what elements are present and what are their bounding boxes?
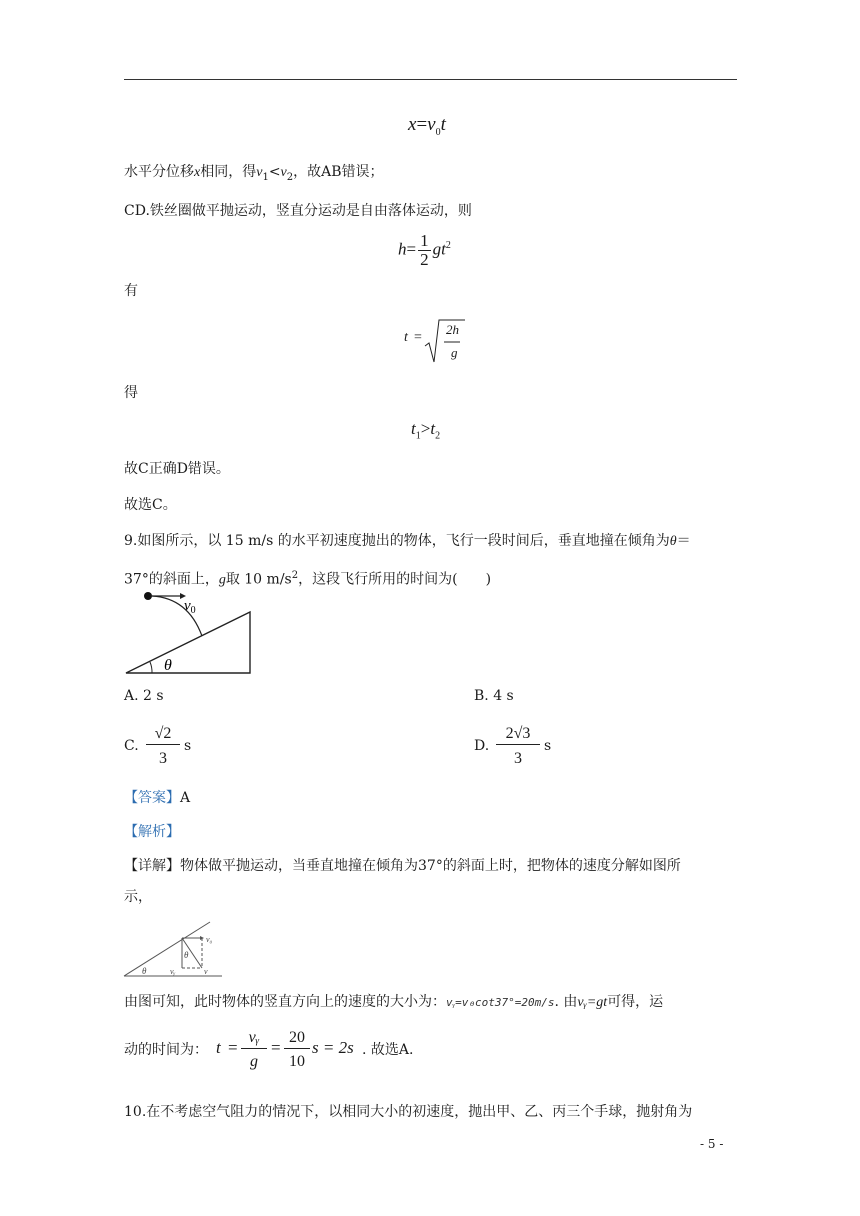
q10-stem: 10.在不考虑空气阻力的情况下，以相同大小的初速度，抛出甲、乙、丙三个手球，抛射角为 [124, 1104, 693, 1120]
q9-analysis-tag: 【解析】 [124, 824, 180, 840]
q9-figure-incline [122, 590, 256, 676]
sqrt-symbol [424, 316, 466, 366]
q8-word-de: 得 [124, 385, 138, 401]
header-rule [124, 79, 737, 80]
incline-triangle [126, 612, 250, 673]
projectile-ball [144, 592, 152, 600]
formula-t1-gt-t2: $t_1>t_2$ [411, 419, 441, 442]
theta-inner-label: θ [184, 950, 189, 960]
q9-option-a: A. 2 s [124, 688, 164, 704]
q9-option-b: B. 4 s [474, 688, 514, 704]
theta-label: θ [164, 657, 172, 674]
v0-label: $v_0$ [184, 598, 196, 616]
vy-label: vᵧ [170, 967, 176, 976]
formula-t-sqrt: t = 2h g [404, 316, 464, 366]
q8-word-you: 有 [124, 283, 138, 299]
v-label: v [204, 967, 208, 976]
q9-detail-line2: 示， [124, 889, 152, 905]
formula-h: h= $\frac{1}{2}$ $gt^2$ [398, 231, 451, 269]
angle-arc [150, 662, 152, 673]
trajectory-curve [152, 596, 202, 636]
q9-figure-velocity [122, 918, 226, 980]
q9-stem-line2: 37°的斜面上，g取 10 $m/s^2$，这段飞行所用的时间为( ) [124, 570, 492, 588]
page-number: - 5 - [700, 1137, 724, 1151]
formula-x-v0t: $x=v_0t$ [408, 114, 446, 138]
q8-line-choose-c: 故选C。 [124, 497, 177, 513]
q9-stem-line1: 9.如图所示，以 15 m/s 的水平初速度抛出的物体，飞行一段时间后，垂直地撞在倾角为θ＝ [124, 533, 691, 549]
theta-base-label: θ [142, 966, 147, 976]
q9-conclusion-line: 由图可知，此时物体的竖直方向上的速度的大小为：vᵧ=v₀cot37°=20m/s. 由vᵧ=gt可得，运 [124, 994, 664, 1010]
v0-label: v₀ [206, 935, 213, 944]
q8-line-cd: CD.铁丝圈做平抛运动，竖直分运动是自由落体运动，则 [124, 203, 472, 219]
q9-answer: 【答案】A [124, 790, 191, 806]
q8-line-c-correct: 故C正确D错误。 [124, 461, 230, 477]
q9-detail-line1: 【详解】物体做平抛运动，当垂直地撞在倾角为37°的斜面上时，把物体的速度分解如图所 [124, 858, 681, 874]
q8-line-horizontal-displacement: 水平分位移x相同，得$v_1<v_2$，故AB错误； [124, 164, 384, 183]
